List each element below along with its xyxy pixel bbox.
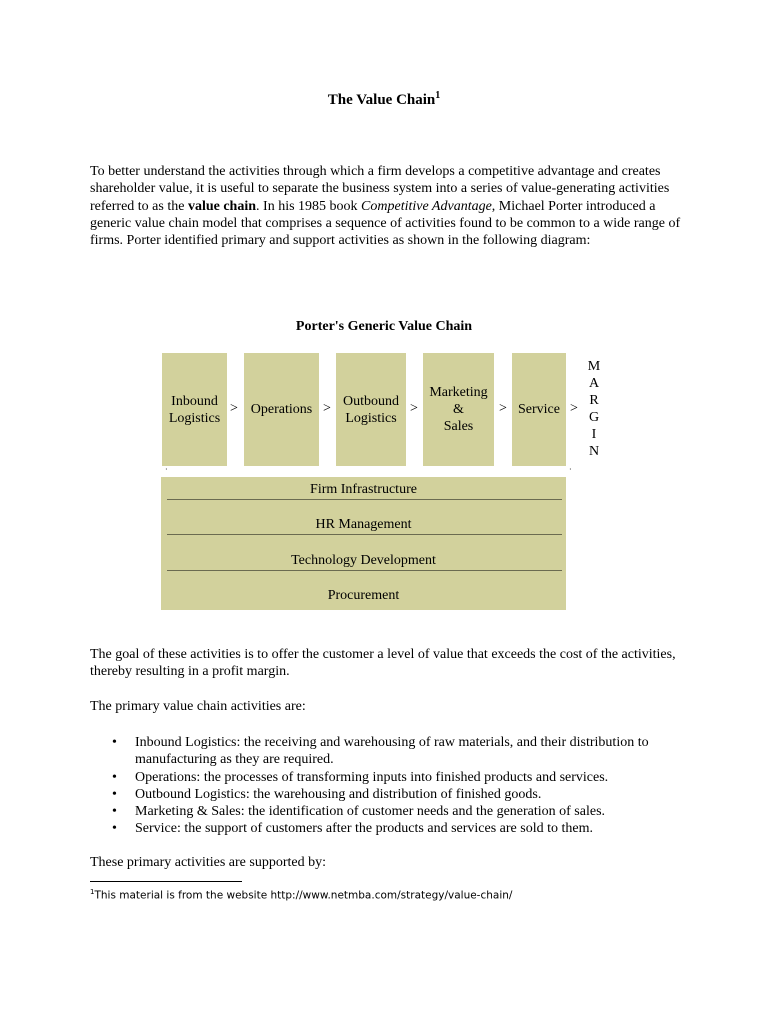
arrow-4: > bbox=[499, 401, 507, 416]
arrow-5: > bbox=[570, 401, 578, 416]
support-procurement: Procurement bbox=[327, 588, 400, 603]
primary-intro: The primary value chain activities are: bbox=[90, 699, 306, 714]
support-activities-block bbox=[161, 477, 566, 610]
footnote-marker: 1 bbox=[435, 90, 441, 101]
intro-paragraph: To better understand the activities through which a firm develops a competitive advantage and creates shareholder value, it is useful to separate the business system into a series of value-generating activities referred to as the value chain. In his 1985 book Competitive Advantage, Michael Porter introduced a generic value chain model that comprises a sequence of activities found to be common to a wide range of firms. Porter identified primary and support activities as shown in the following diagram: bbox=[90, 164, 681, 249]
list-item: • Outbound Logistics: the warehousing and distribution of finished goods. bbox=[90, 786, 690, 803]
arrow-1: > bbox=[230, 401, 238, 416]
arrow-2: > bbox=[323, 401, 331, 416]
footnote: $^1$This material is from the website http://www.netmba.com/strategy/value-chain/ bbox=[90, 888, 513, 902]
footnote-text: This material is from the website http://www.netmba.com/strategy/value-chain/ bbox=[94, 889, 513, 902]
book-title: Competitive Advantage bbox=[361, 198, 492, 214]
supported-by-text: These primary activities are supported by: bbox=[90, 855, 326, 870]
primary-activities-list bbox=[90, 734, 690, 838]
primary-box-outbound-logistics: Outbound Logistics bbox=[336, 353, 406, 466]
primary-box-service: Service bbox=[512, 353, 566, 466]
corner-tick: · bbox=[165, 465, 168, 474]
margin-label: M A R G I N bbox=[587, 359, 601, 459]
support-technology-development: Technology Development bbox=[291, 553, 436, 568]
list-item: • Operations: the processes of transforming inputs into finished products and services. bbox=[90, 769, 690, 786]
support-divider bbox=[167, 570, 562, 571]
support-divider bbox=[167, 499, 562, 500]
support-hr-management: HR Management bbox=[315, 517, 412, 532]
primary-box-operations: Operations bbox=[244, 353, 319, 466]
corner-tick: · bbox=[569, 465, 572, 474]
support-divider bbox=[167, 534, 562, 535]
footnote-divider bbox=[90, 881, 242, 882]
diagram-title: Porter's Generic Value Chain bbox=[295, 319, 473, 334]
support-firm-infrastructure: Firm Infrastructure bbox=[310, 482, 417, 497]
document-title: The Value Chain$^1$ bbox=[327, 90, 441, 108]
goal-paragraph: The goal of these activities is to offer the customer a level of value that exceeds the cost of the activities, thereby resulting in a profit margin. bbox=[90, 647, 676, 680]
list-item: • Inbound Logistics: the receiving and warehousing of raw materials, and their distribution to manufacturing as they are required. bbox=[90, 734, 690, 769]
list-item: • Marketing & Sales: the identification of customer needs and the generation of sales. bbox=[90, 803, 690, 820]
primary-box-inbound-logistics: Inbound Logistics bbox=[162, 353, 227, 466]
arrow-3: > bbox=[410, 401, 418, 416]
list-item: • Service: the support of customers after the products and services are sold to them. bbox=[90, 820, 690, 837]
primary-box-marketing-sales: Marketing & Sales bbox=[423, 353, 494, 466]
value-chain-term: value chain bbox=[187, 198, 257, 214]
